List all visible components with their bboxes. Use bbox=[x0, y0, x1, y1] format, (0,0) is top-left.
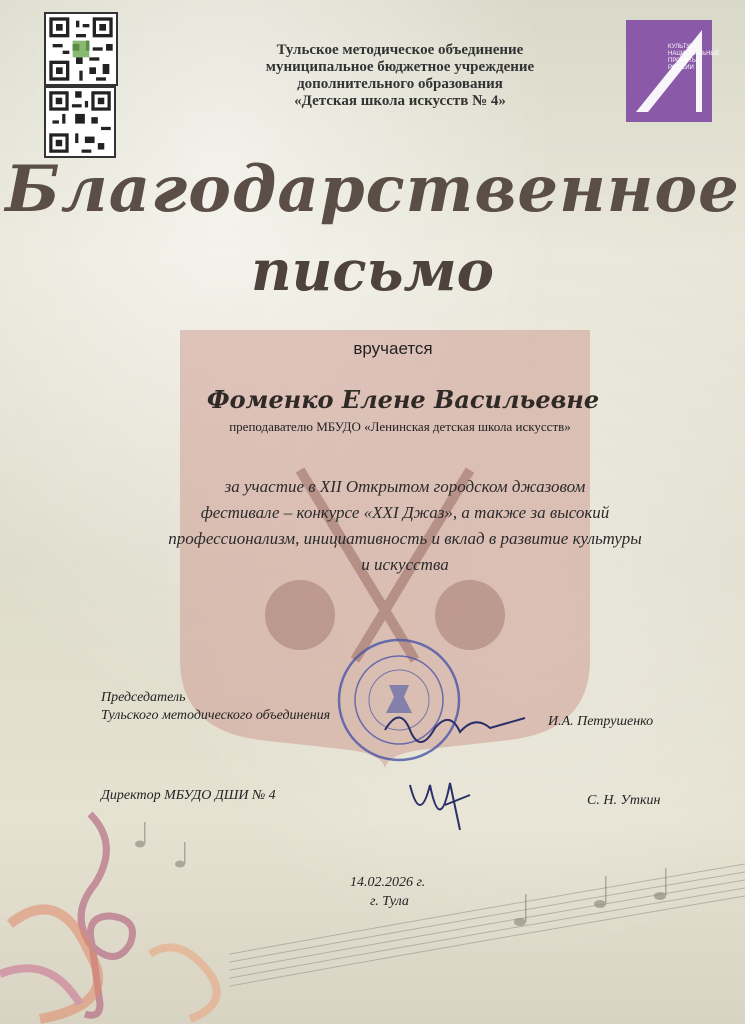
header-line-1: Тульское методическое объединение bbox=[276, 42, 524, 58]
document-title: Благодарственное bbox=[5, 152, 740, 227]
qr-code-icon bbox=[44, 86, 116, 158]
logo-line-3: ПРОЕКТЫ bbox=[668, 58, 698, 64]
music-decoration bbox=[0, 804, 745, 1024]
logo-line-1: КУЛЬТУРА bbox=[668, 44, 698, 50]
director-title: Директор МБУДО ДШИ № 4 bbox=[101, 788, 276, 803]
logo-line-2: НАЦИОНАЛЬНЫЕ bbox=[668, 51, 720, 57]
treble-clef-icon bbox=[81, 814, 132, 1015]
national-projects-logo bbox=[626, 20, 720, 122]
header-line-3: дополнительного образования bbox=[297, 76, 503, 92]
chair-title-line-2: Тульского методического объединения bbox=[101, 708, 331, 723]
recipient-position: преподавателю МБУДО «Ленинская детская школа искусств» bbox=[229, 419, 571, 434]
recipient-name: Фоменко Елене Васильевне bbox=[206, 385, 600, 414]
header-line-4: «Детская школа искусств № 4» bbox=[294, 93, 506, 109]
issuer-header bbox=[200, 42, 600, 110]
header-line-2: муниципальное бюджетное учреждение bbox=[265, 59, 535, 75]
reason-line-3: профессионализм, инициативность и вклад в развитие культуры bbox=[168, 529, 642, 548]
reason-line-2: фестивале – конкурсе «XXI Джаз», а также за высокий bbox=[200, 503, 610, 522]
chair-title-line-1: Председатель bbox=[101, 690, 186, 705]
award-reason bbox=[160, 474, 650, 578]
reason-line-4: и искусства bbox=[361, 555, 449, 574]
issue-city: г. Тула bbox=[370, 894, 409, 909]
reason-line-1: за участие в XII Открытом городском джазовом bbox=[224, 477, 586, 496]
chair-signature bbox=[380, 700, 530, 745]
awarded-label: вручается bbox=[353, 339, 433, 358]
director-name: С. Н. Уткин bbox=[587, 793, 661, 808]
qr-code-icon bbox=[44, 12, 118, 86]
logo-line-4: РОССИИ bbox=[668, 65, 694, 71]
chair-name: И.А. Петрушенко bbox=[548, 714, 654, 729]
document-subtitle: письмо bbox=[250, 238, 495, 304]
chair-title bbox=[101, 689, 330, 725]
issue-date: 14.02.2026 г. bbox=[350, 875, 426, 890]
